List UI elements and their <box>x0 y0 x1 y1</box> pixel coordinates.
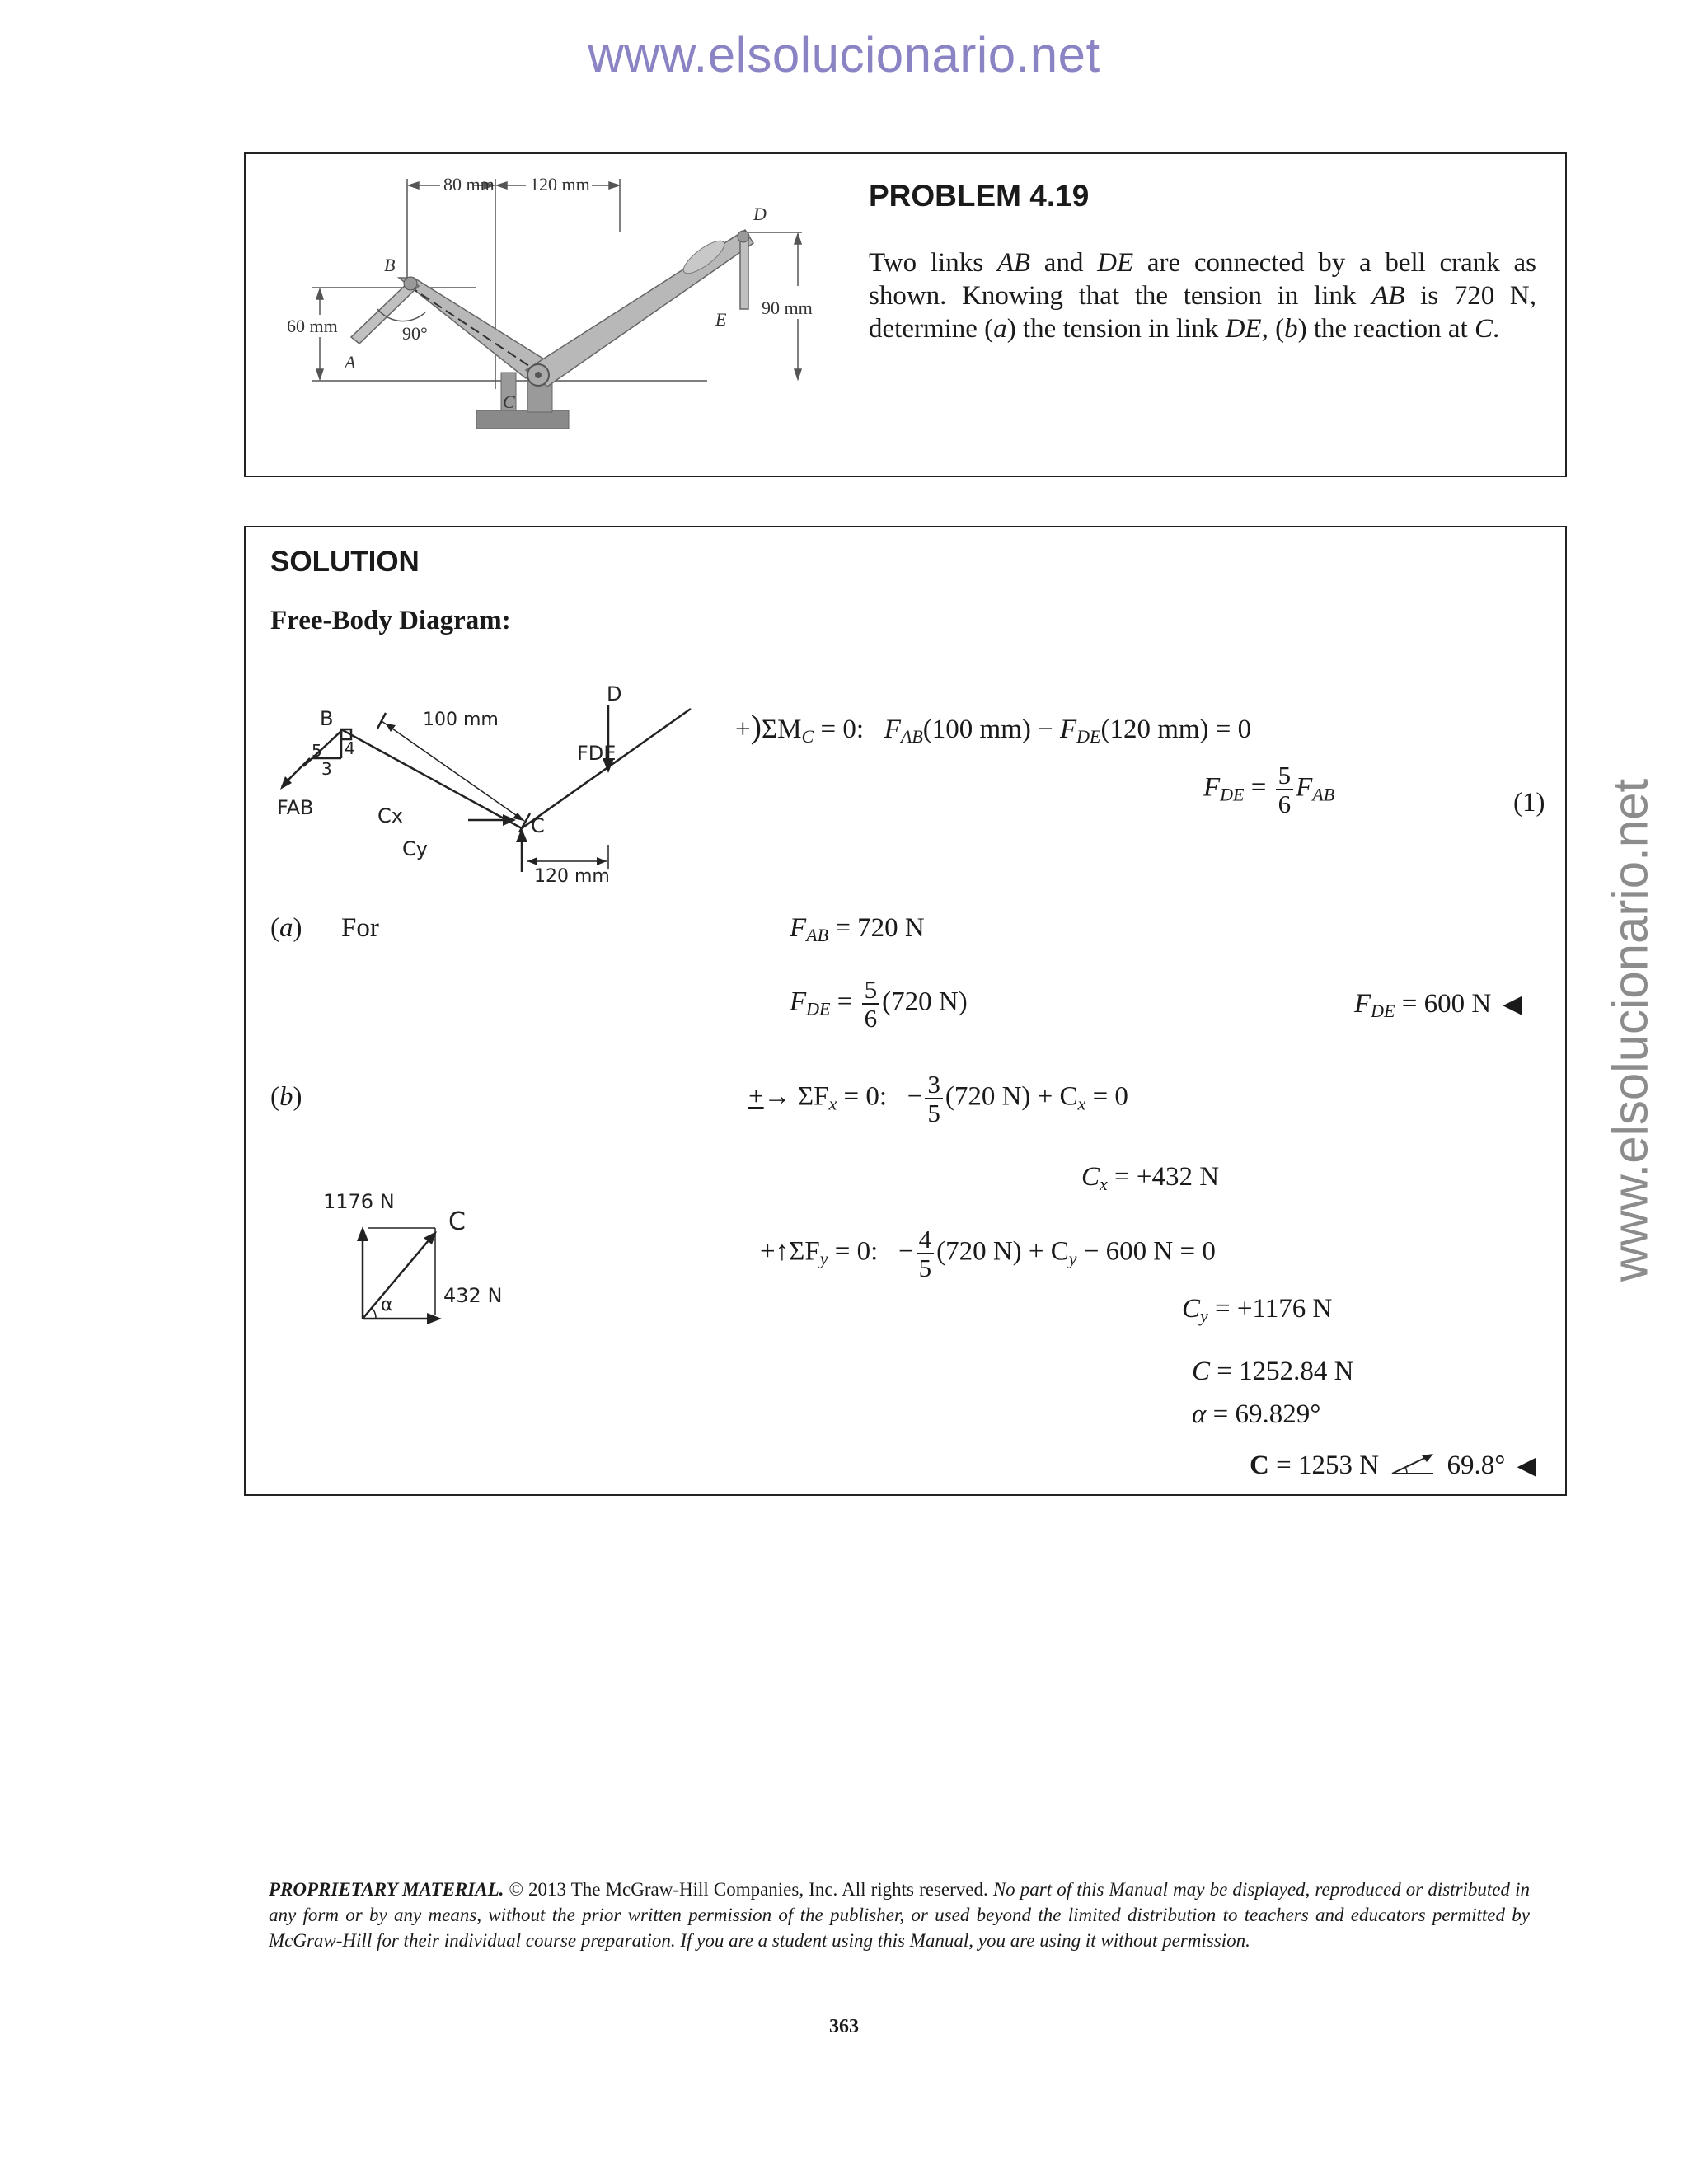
watermark-side: www.elsolucionario.net <box>1602 778 1658 1282</box>
problem-statement: Two links AB and DE are connected by a bell crank as shown. Knowing that the tension in link AB is 720 N, determine (a) the tension in link DE, (b) the reaction at C. <box>869 248 1537 344</box>
moment-equation: $+)\Sigma M_C = 0$: $F_{AB}(100$ $mm) - F_{DE}(120$ mm) = 0 <box>735 708 1252 747</box>
triangle-label-432: 432 N <box>443 1284 503 1307</box>
dim-120-label: 120 mm <box>530 174 590 194</box>
part-a-given: $F_{AB} = 720$ N <box>790 913 925 945</box>
c-magnitude: C = 1252.84 N <box>1192 1357 1354 1386</box>
sum-fx-equation: +→ $\Sigma F_x = 0$: − $\frac{3}{5}$ (720 $N) + C_x = 0$ <box>748 1070 1128 1127</box>
watermark-top: www.elsolucionario.net <box>588 27 1100 82</box>
c-final-answer: C = 1253 N 69.8° ◀ <box>1250 1451 1536 1480</box>
part-a-label: (a) <box>270 913 302 943</box>
equation-1-tag: (1) <box>1513 788 1545 818</box>
bell-crank-figure <box>246 154 872 476</box>
fbd-force-FDE: FDE <box>577 742 617 765</box>
fbd-dim-100: 100 mm <box>423 710 499 730</box>
triangle-label-1176: 1176 N <box>323 1190 395 1213</box>
part-a-answer: $F_{DE} = 600$ N ◀ <box>1354 989 1522 1021</box>
label-E: E <box>715 309 727 330</box>
fbd-label-B: B <box>320 707 334 730</box>
alpha-result: α = 69.829° <box>1192 1399 1321 1429</box>
angle-direction-icon <box>1389 1452 1437 1477</box>
dim-80-label: 80 mm <box>443 174 495 194</box>
fbd-dim-120: 120 mm <box>534 866 610 887</box>
footer-notice: PROPRIETARY MATERIAL. © 2013 The McGraw-Hill Companies, Inc. All rights reserved. No part of this Manual may be displayed, reproduced or distributed in any form or by any means, without the prior written permission of the publisher, or used beyond the limited distribution to teachers and educators permitted by McGraw-Hill for their individual course preparation. If you are a student using this Manual, you are using it without permission. <box>269 1879 1530 1951</box>
dim-90-label: 90 mm <box>762 298 813 318</box>
part-a-for: For <box>341 913 379 943</box>
angle-90-label: 90° <box>402 323 428 344</box>
fbd-label: Free-Body Diagram: <box>270 606 511 635</box>
force-triangle <box>287 1179 534 1335</box>
cy-result: $C_y = +1176$ N <box>1182 1294 1333 1326</box>
part-a-substitution: $F_{DE}$ = $\frac{5}{6}$ (720 N) <box>790 975 968 1033</box>
label-C: C <box>503 391 515 412</box>
fbd-force-Cx: Cx <box>377 804 403 827</box>
label-B: B <box>384 255 396 275</box>
free-body-diagram <box>262 651 674 887</box>
fbd-force-Cy: Cy <box>402 837 428 860</box>
fbd-slope-3: 3 <box>321 759 332 779</box>
solution-title: SOLUTION <box>270 546 420 578</box>
triangle-label-alpha: α <box>381 1295 393 1315</box>
sum-fy-equation: $+↑\Sigma F_y = 0$: − $\frac{4}{5}$ (720 $N) + C_y - 600$ N = 0 <box>760 1225 1216 1282</box>
equation-1: $F_{DE}$ = $\frac{5}{6}$ $F_{AB}$ <box>1203 761 1335 818</box>
dim-60-label: 60 mm <box>287 316 338 336</box>
label-A: A <box>345 352 356 373</box>
page-number: 363 <box>829 2016 859 2037</box>
fbd-label-D: D <box>607 682 622 705</box>
problem-box <box>244 152 1567 477</box>
label-D: D <box>753 204 767 224</box>
part-b-label: (b) <box>270 1082 302 1112</box>
fbd-slope-5: 5 <box>312 741 322 761</box>
problem-title: PROBLEM 4.19 <box>869 179 1090 213</box>
cx-result: $C_x = +432$ N <box>1081 1162 1220 1194</box>
fbd-label-C: C <box>531 814 545 837</box>
triangle-label-C: C <box>448 1207 466 1236</box>
fbd-slope-4: 4 <box>345 738 355 758</box>
solution-box <box>244 526 1567 1496</box>
fbd-force-FAB: FAB <box>277 796 314 819</box>
